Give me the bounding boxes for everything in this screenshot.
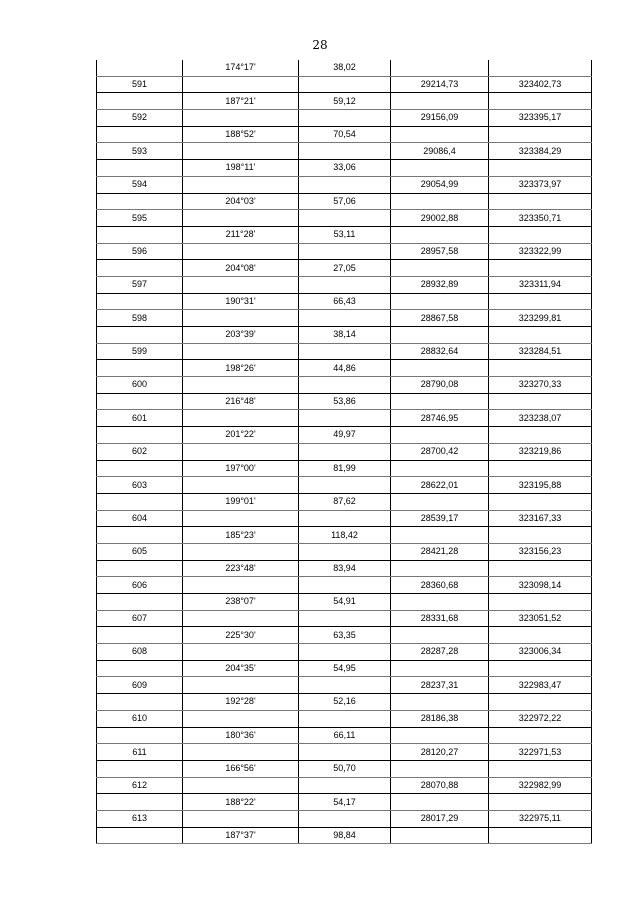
length-cell: 83,94 xyxy=(299,560,391,577)
length-cell: 87,62 xyxy=(299,493,391,510)
point-number-cell xyxy=(97,126,183,143)
point-number-cell: 612 xyxy=(97,777,183,794)
x-coordinate-cell xyxy=(391,293,489,310)
angle-cell: 185°23' xyxy=(183,527,299,544)
y-coordinate-cell xyxy=(489,794,592,811)
x-coordinate-cell xyxy=(391,160,489,177)
y-coordinate-cell xyxy=(489,727,592,744)
x-coordinate-cell: 28867,58 xyxy=(391,310,489,327)
point-number-cell xyxy=(97,560,183,577)
segment-row xyxy=(97,93,592,110)
point-row xyxy=(97,343,592,360)
point-number-cell: 594 xyxy=(97,176,183,193)
point-row xyxy=(97,410,592,427)
y-coordinate-cell xyxy=(489,160,592,177)
angle-cell xyxy=(183,210,299,227)
y-coordinate-cell xyxy=(489,293,592,310)
angle-cell xyxy=(183,710,299,727)
length-cell: 63,35 xyxy=(299,627,391,644)
length-cell: 49,97 xyxy=(299,427,391,444)
y-coordinate-cell: 322972,22 xyxy=(489,710,592,727)
y-coordinate-cell: 323284,51 xyxy=(489,343,592,360)
point-row xyxy=(97,76,592,93)
point-number-cell xyxy=(97,193,183,210)
length-cell xyxy=(299,443,391,460)
point-number-cell: 610 xyxy=(97,710,183,727)
x-coordinate-cell: 28287,28 xyxy=(391,644,489,661)
length-cell xyxy=(299,543,391,560)
x-coordinate-cell: 29086,4 xyxy=(391,143,489,160)
length-cell xyxy=(299,143,391,160)
x-coordinate-cell xyxy=(391,660,489,677)
segment-row xyxy=(97,760,592,777)
segment-row xyxy=(97,694,592,711)
angle-cell: 188°52' xyxy=(183,126,299,143)
length-cell: 54,95 xyxy=(299,660,391,677)
y-coordinate-cell: 323299,81 xyxy=(489,310,592,327)
segment-row xyxy=(97,226,592,243)
point-number-cell xyxy=(97,93,183,110)
y-coordinate-cell: 322975,11 xyxy=(489,810,592,827)
length-cell: 52,16 xyxy=(299,694,391,711)
point-row xyxy=(97,276,592,293)
x-coordinate-cell: 28932,89 xyxy=(391,276,489,293)
x-coordinate-cell xyxy=(391,627,489,644)
x-coordinate-cell xyxy=(391,126,489,143)
point-row xyxy=(97,243,592,260)
length-cell: 81,99 xyxy=(299,460,391,477)
point-number-cell: 603 xyxy=(97,477,183,494)
y-coordinate-cell xyxy=(489,93,592,110)
angle-cell xyxy=(183,110,299,127)
angle-cell xyxy=(183,143,299,160)
length-cell: 53,11 xyxy=(299,226,391,243)
angle-cell: 211°28' xyxy=(183,226,299,243)
point-number-cell xyxy=(97,660,183,677)
segment-row xyxy=(97,160,592,177)
point-number-cell: 593 xyxy=(97,143,183,160)
x-coordinate-cell xyxy=(391,594,489,611)
x-coordinate-cell: 28360,68 xyxy=(391,577,489,594)
length-cell xyxy=(299,677,391,694)
angle-cell xyxy=(183,276,299,293)
y-coordinate-cell xyxy=(489,627,592,644)
point-number-cell: 602 xyxy=(97,443,183,460)
point-number-cell xyxy=(97,393,183,410)
point-number-cell: 598 xyxy=(97,310,183,327)
x-coordinate-cell: 28331,68 xyxy=(391,610,489,627)
x-coordinate-cell xyxy=(391,560,489,577)
x-coordinate-cell: 28700,42 xyxy=(391,443,489,460)
length-cell xyxy=(299,777,391,794)
point-number-cell xyxy=(97,293,183,310)
length-cell xyxy=(299,276,391,293)
length-cell xyxy=(299,510,391,527)
y-coordinate-cell xyxy=(489,260,592,277)
point-row xyxy=(97,744,592,761)
point-number-cell: 591 xyxy=(97,76,183,93)
x-coordinate-cell xyxy=(391,493,489,510)
length-cell xyxy=(299,810,391,827)
length-cell xyxy=(299,210,391,227)
point-number-cell xyxy=(97,360,183,377)
segment-row xyxy=(97,427,592,444)
angle-cell xyxy=(183,610,299,627)
y-coordinate-cell: 323219,86 xyxy=(489,443,592,460)
length-cell: 118,42 xyxy=(299,527,391,544)
length-cell: 53,86 xyxy=(299,393,391,410)
angle-cell: 187°37' xyxy=(183,827,299,844)
point-number-cell xyxy=(97,226,183,243)
point-row xyxy=(97,377,592,394)
length-cell: 50,70 xyxy=(299,760,391,777)
segment-row xyxy=(97,594,592,611)
point-number-cell xyxy=(97,527,183,544)
x-coordinate-cell xyxy=(391,260,489,277)
segment-row xyxy=(97,293,592,310)
length-cell xyxy=(299,744,391,761)
length-cell xyxy=(299,477,391,494)
angle-cell xyxy=(183,76,299,93)
angle-cell: 204°08' xyxy=(183,260,299,277)
segment-row xyxy=(97,727,592,744)
x-coordinate-cell: 28832,64 xyxy=(391,343,489,360)
y-coordinate-cell xyxy=(489,226,592,243)
y-coordinate-cell: 323322,99 xyxy=(489,243,592,260)
y-coordinate-cell xyxy=(489,60,592,76)
point-number-cell: 613 xyxy=(97,810,183,827)
point-number-cell xyxy=(97,794,183,811)
segment-row xyxy=(97,560,592,577)
angle-cell: 180°36' xyxy=(183,727,299,744)
length-cell xyxy=(299,243,391,260)
angle-cell xyxy=(183,543,299,560)
point-number-cell xyxy=(97,327,183,344)
angle-cell: 197°00' xyxy=(183,460,299,477)
length-cell: 66,11 xyxy=(299,727,391,744)
y-coordinate-cell xyxy=(489,126,592,143)
point-number-cell xyxy=(97,493,183,510)
y-coordinate-cell xyxy=(489,493,592,510)
point-number-cell: 597 xyxy=(97,276,183,293)
point-row xyxy=(97,677,592,694)
x-coordinate-cell xyxy=(391,60,489,76)
x-coordinate-cell xyxy=(391,193,489,210)
segment-row xyxy=(97,660,592,677)
length-cell: 44,86 xyxy=(299,360,391,377)
segment-row xyxy=(97,327,592,344)
length-cell xyxy=(299,377,391,394)
angle-cell: 198°11' xyxy=(183,160,299,177)
segment-row xyxy=(97,794,592,811)
angle-cell: 238°07' xyxy=(183,594,299,611)
length-cell: 98,84 xyxy=(299,827,391,844)
y-coordinate-cell: 323270,33 xyxy=(489,377,592,394)
y-coordinate-cell xyxy=(489,694,592,711)
point-number-cell: 608 xyxy=(97,644,183,661)
point-number-cell xyxy=(97,594,183,611)
angle-cell xyxy=(183,644,299,661)
angle-cell xyxy=(183,176,299,193)
point-number-cell: 601 xyxy=(97,410,183,427)
length-cell: 27,05 xyxy=(299,260,391,277)
point-number-cell: 599 xyxy=(97,343,183,360)
point-number-cell: 604 xyxy=(97,510,183,527)
x-coordinate-cell xyxy=(391,694,489,711)
point-number-cell: 609 xyxy=(97,677,183,694)
point-number-cell xyxy=(97,427,183,444)
y-coordinate-cell: 323384,29 xyxy=(489,143,592,160)
coordinates-table xyxy=(96,60,592,844)
y-coordinate-cell: 323238,07 xyxy=(489,410,592,427)
length-cell xyxy=(299,410,391,427)
x-coordinate-cell xyxy=(391,226,489,243)
segment-row xyxy=(97,193,592,210)
length-cell: 38,14 xyxy=(299,327,391,344)
angle-cell xyxy=(183,377,299,394)
y-coordinate-cell xyxy=(489,327,592,344)
y-coordinate-cell xyxy=(489,360,592,377)
y-coordinate-cell: 322982,99 xyxy=(489,777,592,794)
point-number-cell: 595 xyxy=(97,210,183,227)
angle-cell xyxy=(183,577,299,594)
x-coordinate-cell: 28017,29 xyxy=(391,810,489,827)
angle-cell xyxy=(183,343,299,360)
point-row xyxy=(97,644,592,661)
x-coordinate-cell: 28957,58 xyxy=(391,243,489,260)
y-coordinate-cell: 323195,88 xyxy=(489,477,592,494)
angle-cell xyxy=(183,410,299,427)
y-coordinate-cell: 323395,17 xyxy=(489,110,592,127)
segment-row xyxy=(97,260,592,277)
segment-row xyxy=(97,827,592,844)
segment-row xyxy=(97,60,592,76)
point-row xyxy=(97,310,592,327)
length-cell: 54,17 xyxy=(299,794,391,811)
angle-cell xyxy=(183,810,299,827)
y-coordinate-cell xyxy=(489,460,592,477)
angle-cell: 188°22' xyxy=(183,794,299,811)
length-cell xyxy=(299,710,391,727)
angle-cell: 192°28' xyxy=(183,694,299,711)
segment-row xyxy=(97,627,592,644)
point-number-cell xyxy=(97,60,183,76)
length-cell xyxy=(299,310,391,327)
angle-cell: 198°26' xyxy=(183,360,299,377)
y-coordinate-cell: 323167,33 xyxy=(489,510,592,527)
point-number-cell xyxy=(97,760,183,777)
angle-cell: 216°48' xyxy=(183,393,299,410)
angle-cell xyxy=(183,310,299,327)
x-coordinate-cell xyxy=(391,827,489,844)
y-coordinate-cell xyxy=(489,560,592,577)
x-coordinate-cell: 28186,38 xyxy=(391,710,489,727)
angle-cell: 203°39' xyxy=(183,327,299,344)
x-coordinate-cell: 28539,17 xyxy=(391,510,489,527)
y-coordinate-cell: 323098,14 xyxy=(489,577,592,594)
x-coordinate-cell: 28421,28 xyxy=(391,543,489,560)
length-cell xyxy=(299,644,391,661)
y-coordinate-cell: 323051,52 xyxy=(489,610,592,627)
x-coordinate-cell: 29002,88 xyxy=(391,210,489,227)
length-cell: 57,06 xyxy=(299,193,391,210)
point-number-cell: 605 xyxy=(97,543,183,560)
length-cell: 59,12 xyxy=(299,93,391,110)
point-row xyxy=(97,176,592,193)
x-coordinate-cell xyxy=(391,727,489,744)
x-coordinate-cell: 29214,73 xyxy=(391,76,489,93)
angle-cell xyxy=(183,677,299,694)
segment-row xyxy=(97,126,592,143)
segment-row xyxy=(97,460,592,477)
x-coordinate-cell: 29156,09 xyxy=(391,110,489,127)
y-coordinate-cell xyxy=(489,393,592,410)
point-row xyxy=(97,610,592,627)
angle-cell: 187°21' xyxy=(183,93,299,110)
x-coordinate-cell: 28622,01 xyxy=(391,477,489,494)
x-coordinate-cell: 29054,99 xyxy=(391,176,489,193)
angle-cell: 223°48' xyxy=(183,560,299,577)
segment-row xyxy=(97,393,592,410)
angle-cell: 174°17' xyxy=(183,60,299,76)
y-coordinate-cell xyxy=(489,193,592,210)
x-coordinate-cell xyxy=(391,527,489,544)
x-coordinate-cell xyxy=(391,760,489,777)
point-number-cell: 607 xyxy=(97,610,183,627)
point-number-cell: 592 xyxy=(97,110,183,127)
page-number: 28 xyxy=(312,38,328,52)
length-cell xyxy=(299,176,391,193)
point-row xyxy=(97,577,592,594)
table-body xyxy=(97,60,592,844)
y-coordinate-cell xyxy=(489,594,592,611)
angle-cell: 199°01' xyxy=(183,493,299,510)
point-row xyxy=(97,510,592,527)
point-row xyxy=(97,810,592,827)
angle-cell: 201°22' xyxy=(183,427,299,444)
y-coordinate-cell xyxy=(489,827,592,844)
point-row xyxy=(97,443,592,460)
y-coordinate-cell xyxy=(489,660,592,677)
point-number-cell: 600 xyxy=(97,377,183,394)
point-number-cell xyxy=(97,460,183,477)
x-coordinate-cell: 28120,27 xyxy=(391,744,489,761)
length-cell: 38,02 xyxy=(299,60,391,76)
point-number-cell: 596 xyxy=(97,243,183,260)
point-number-cell xyxy=(97,627,183,644)
x-coordinate-cell xyxy=(391,427,489,444)
y-coordinate-cell: 323373,97 xyxy=(489,176,592,193)
point-number-cell xyxy=(97,827,183,844)
length-cell xyxy=(299,110,391,127)
point-number-cell: 606 xyxy=(97,577,183,594)
x-coordinate-cell xyxy=(391,393,489,410)
point-number-cell xyxy=(97,260,183,277)
x-coordinate-cell xyxy=(391,460,489,477)
x-coordinate-cell xyxy=(391,794,489,811)
length-cell: 66,43 xyxy=(299,293,391,310)
x-coordinate-cell: 28790,08 xyxy=(391,377,489,394)
angle-cell: 225°30' xyxy=(183,627,299,644)
length-cell: 33,06 xyxy=(299,160,391,177)
y-coordinate-cell xyxy=(489,527,592,544)
y-coordinate-cell: 323350,71 xyxy=(489,210,592,227)
point-row xyxy=(97,477,592,494)
angle-cell: 204°03' xyxy=(183,193,299,210)
angle-cell xyxy=(183,243,299,260)
segment-row xyxy=(97,360,592,377)
y-coordinate-cell: 322971,53 xyxy=(489,744,592,761)
length-cell xyxy=(299,577,391,594)
point-row xyxy=(97,710,592,727)
y-coordinate-cell: 323311,94 xyxy=(489,276,592,293)
y-coordinate-cell xyxy=(489,760,592,777)
length-cell xyxy=(299,610,391,627)
angle-cell xyxy=(183,744,299,761)
y-coordinate-cell: 322983,47 xyxy=(489,677,592,694)
point-row xyxy=(97,110,592,127)
y-coordinate-cell: 323402,73 xyxy=(489,76,592,93)
segment-row xyxy=(97,527,592,544)
x-coordinate-cell xyxy=(391,93,489,110)
angle-cell xyxy=(183,777,299,794)
y-coordinate-cell: 323006,34 xyxy=(489,644,592,661)
x-coordinate-cell xyxy=(391,360,489,377)
angle-cell xyxy=(183,477,299,494)
point-row xyxy=(97,210,592,227)
length-cell xyxy=(299,343,391,360)
x-coordinate-cell: 28237,31 xyxy=(391,677,489,694)
y-coordinate-cell: 323156,23 xyxy=(489,543,592,560)
angle-cell: 166°56' xyxy=(183,760,299,777)
angle-cell xyxy=(183,510,299,527)
y-coordinate-cell xyxy=(489,427,592,444)
point-number-cell: 611 xyxy=(97,744,183,761)
angle-cell: 204°35' xyxy=(183,660,299,677)
angle-cell: 190°31' xyxy=(183,293,299,310)
point-row xyxy=(97,143,592,160)
point-row xyxy=(97,543,592,560)
x-coordinate-cell xyxy=(391,327,489,344)
segment-row xyxy=(97,493,592,510)
point-row xyxy=(97,777,592,794)
x-coordinate-cell: 28746,95 xyxy=(391,410,489,427)
length-cell: 70,54 xyxy=(299,126,391,143)
x-coordinate-cell: 28070,88 xyxy=(391,777,489,794)
point-number-cell xyxy=(97,694,183,711)
point-number-cell xyxy=(97,727,183,744)
length-cell: 54,91 xyxy=(299,594,391,611)
point-number-cell xyxy=(97,160,183,177)
angle-cell xyxy=(183,443,299,460)
length-cell xyxy=(299,76,391,93)
